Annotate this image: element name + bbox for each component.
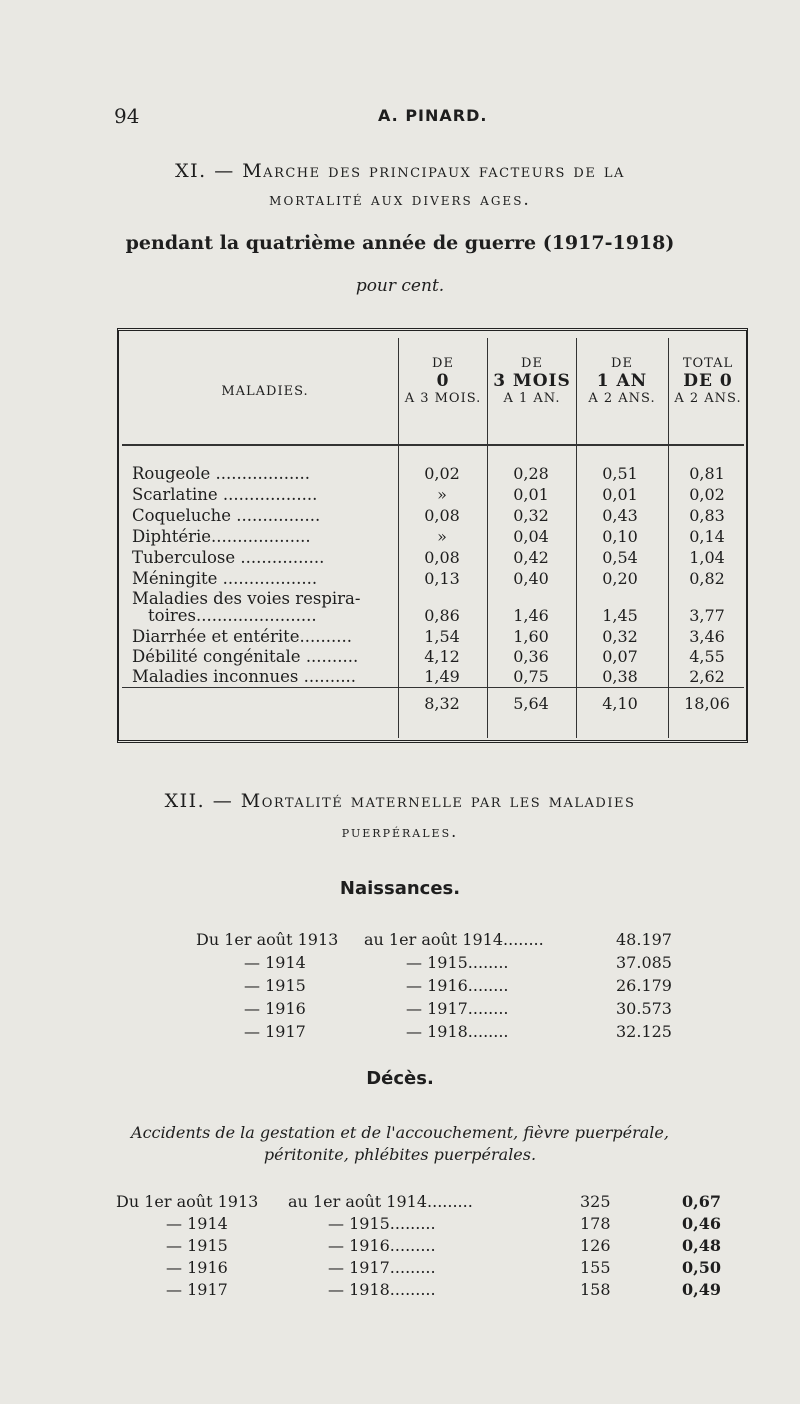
deces-count: 325 — [580, 1192, 611, 1211]
deces-count: 155 — [580, 1258, 611, 1277]
deces-percent: 0,48 — [682, 1236, 721, 1255]
table-cell: 0,32 — [513, 506, 549, 525]
table-cell: 0,10 — [602, 527, 638, 546]
deces-percent: 0,49 — [682, 1280, 721, 1299]
col-header-line: DE — [521, 356, 543, 371]
table-header-rule — [122, 444, 744, 446]
deces-period-end: — 1918......... — [328, 1280, 436, 1299]
table-column-divider — [398, 338, 399, 738]
table-cell: 0,28 — [513, 464, 549, 483]
col-header-total — [670, 356, 746, 406]
table-cell: 0,51 — [602, 464, 638, 483]
table-row-label: Diphtérie................... — [132, 527, 311, 546]
deces-heading: Décès. — [366, 1068, 434, 1089]
naissance-period-end: — 1918........ — [406, 1022, 509, 1041]
table-total-rule — [122, 687, 744, 688]
table-cell: 1,54 — [424, 627, 460, 646]
table-cell: 1,45 — [602, 606, 638, 625]
col-header-line: DE 0 — [683, 371, 733, 391]
deces-percent: 0,50 — [682, 1258, 721, 1277]
running-head-author: A. PINARD. — [378, 106, 488, 125]
table-column-divider — [487, 338, 488, 738]
table-row-label: Diarrhée et entérite.......... — [132, 627, 352, 646]
deces-period-start: — 1917 — [166, 1280, 228, 1299]
table-cell: 0,86 — [424, 606, 460, 625]
table-cell: 0,83 — [689, 506, 725, 525]
deces-percent: 0,67 — [682, 1192, 721, 1211]
col-header-line: A 2 ANS. — [674, 391, 742, 406]
col-header-0-3mois — [400, 356, 486, 406]
deces-period-end: — 1917......... — [328, 1258, 436, 1277]
table-cell: 1,04 — [689, 548, 725, 567]
table-row-label: Scarlatine .................. — [132, 485, 318, 504]
table-cell: 0,07 — [602, 647, 638, 666]
total-cell: 18,06 — [684, 694, 730, 713]
col-header-line: 1 AN — [596, 371, 648, 391]
col-header-line: 0 — [436, 371, 450, 391]
table-row-label: Tuberculose ................ — [132, 548, 325, 567]
naissance-period-start: — 1915 — [244, 976, 306, 995]
table-cell: 1,49 — [424, 667, 460, 686]
table-cell: 0,13 — [424, 569, 460, 588]
col-header-line: DE — [611, 356, 633, 371]
col-header-line: A 2 ANS. — [588, 391, 656, 406]
section-xii-title-line1: XII. — Mortalité maternelle par les maladies — [164, 790, 636, 812]
naissances-heading: Naissances. — [339, 878, 461, 899]
table-row-label: Débilité congénitale .......... — [132, 647, 359, 666]
deces-period-start: — 1915 — [166, 1236, 228, 1255]
col-header-maladies: MALADIES. — [221, 384, 309, 399]
table-cell: 0,54 — [602, 548, 638, 567]
col-header-line: A 3 MOIS. — [404, 391, 482, 406]
col-header-line: A 1 AN. — [503, 391, 561, 406]
table-cell: 0,01 — [602, 485, 638, 504]
table-row-label: Rougeole .................. — [132, 464, 310, 483]
deces-count: 126 — [580, 1236, 611, 1255]
table-cell: 2,62 — [689, 667, 725, 686]
table-cell: 0,32 — [602, 627, 638, 646]
deces-count: 158 — [580, 1280, 611, 1299]
page-header — [0, 100, 800, 130]
col-header-1an-2ans — [578, 356, 666, 406]
deces-period-end: — 1915......... — [328, 1214, 436, 1233]
accidents-caption-line2: péritonite, phlébites puerpérales. — [263, 1145, 537, 1164]
table-cell: 0,81 — [689, 464, 725, 483]
naissance-count: 32.125 — [616, 1022, 672, 1041]
table-cell: » — [437, 485, 447, 504]
deces-period-end: — 1916......... — [328, 1236, 436, 1255]
section-xi-unit: pour cent. — [355, 276, 445, 296]
table-cell: 0,02 — [689, 485, 725, 504]
total-cell: 4,10 — [602, 694, 638, 713]
naissance-count: 26.179 — [616, 976, 672, 995]
naissance-period-end: — 1915........ — [406, 953, 509, 972]
naissance-count: 30.573 — [616, 999, 672, 1018]
table-cell: 0,08 — [424, 548, 460, 567]
deces-period-start: Du 1er août 1913 — [116, 1192, 259, 1211]
table-cell: 3,46 — [689, 627, 725, 646]
accidents-caption-line1: Accidents de la gestation et de l'accouchement, fièvre puerpérale, — [131, 1123, 669, 1142]
table-cell: 4,12 — [424, 647, 460, 666]
naissance-period-end: au 1er août 1914........ — [364, 930, 544, 949]
table-cell: 0,04 — [513, 527, 549, 546]
table-cell: 0,08 — [424, 506, 460, 525]
section-xi-title-line2: mortalité aux divers ages. — [269, 190, 531, 210]
deces-percent: 0,46 — [682, 1214, 721, 1233]
col-header-line: TOTAL — [682, 356, 734, 371]
deces-period-start: — 1914 — [166, 1214, 228, 1233]
table-cell: 4,55 — [689, 647, 725, 666]
naissance-count: 37.085 — [616, 953, 672, 972]
deces-period-end: au 1er août 1914......... — [288, 1192, 473, 1211]
section-xi-title-line1: XI. — Marche des principaux facteurs de la — [175, 160, 625, 182]
naissance-count: 48.197 — [616, 930, 672, 949]
table-row-label: Méningite .................. — [132, 569, 318, 588]
table-cell: 1,46 — [513, 606, 549, 625]
naissance-period-start: — 1916 — [244, 999, 306, 1018]
naissance-period-start: — 1914 — [244, 953, 306, 972]
page-number: 94 — [114, 104, 140, 128]
table-cell: 0,40 — [513, 569, 549, 588]
table-cell: 0,75 — [513, 667, 549, 686]
section-xii-title-line2: puerpérales. — [341, 822, 459, 841]
total-cell: 5,64 — [513, 694, 549, 713]
deces-count: 178 — [580, 1214, 611, 1233]
naissance-period-end: — 1917........ — [406, 999, 509, 1018]
col-header-line: DE — [432, 356, 454, 371]
table-cell: 1,60 — [513, 627, 549, 646]
table-cell: 0,14 — [689, 527, 725, 546]
table-cell: 0,43 — [602, 506, 638, 525]
table-cell: 0,20 — [602, 569, 638, 588]
table-row-label: toires....................... — [148, 606, 317, 625]
total-cell: 8,32 — [424, 694, 460, 713]
col-header-3mois-1an — [489, 356, 575, 406]
table-cell: 0,82 — [689, 569, 725, 588]
naissance-period-start: Du 1er août 1913 — [196, 930, 339, 949]
table-column-divider — [576, 338, 577, 738]
table-cell: » — [437, 527, 447, 546]
table-cell: 3,77 — [689, 606, 725, 625]
table-cell: 0,01 — [513, 485, 549, 504]
naissance-period-start: — 1917 — [244, 1022, 306, 1041]
table-cell: 0,38 — [602, 667, 638, 686]
deces-period-start: — 1916 — [166, 1258, 228, 1277]
table-row-label: Maladies des voies respira- — [132, 589, 361, 608]
table-cell: 0,42 — [513, 548, 549, 567]
table-cell: 0,36 — [513, 647, 549, 666]
col-header-line: 3 MOIS — [493, 371, 571, 391]
naissance-period-end: — 1916........ — [406, 976, 509, 995]
section-xi-subtitle: pendant la quatrième année de guerre (1917-1918) — [125, 232, 675, 254]
table-row-label: Maladies inconnues .......... — [132, 667, 357, 686]
table-cell: 0,02 — [424, 464, 460, 483]
table-row-label: Coqueluche ................ — [132, 506, 321, 525]
